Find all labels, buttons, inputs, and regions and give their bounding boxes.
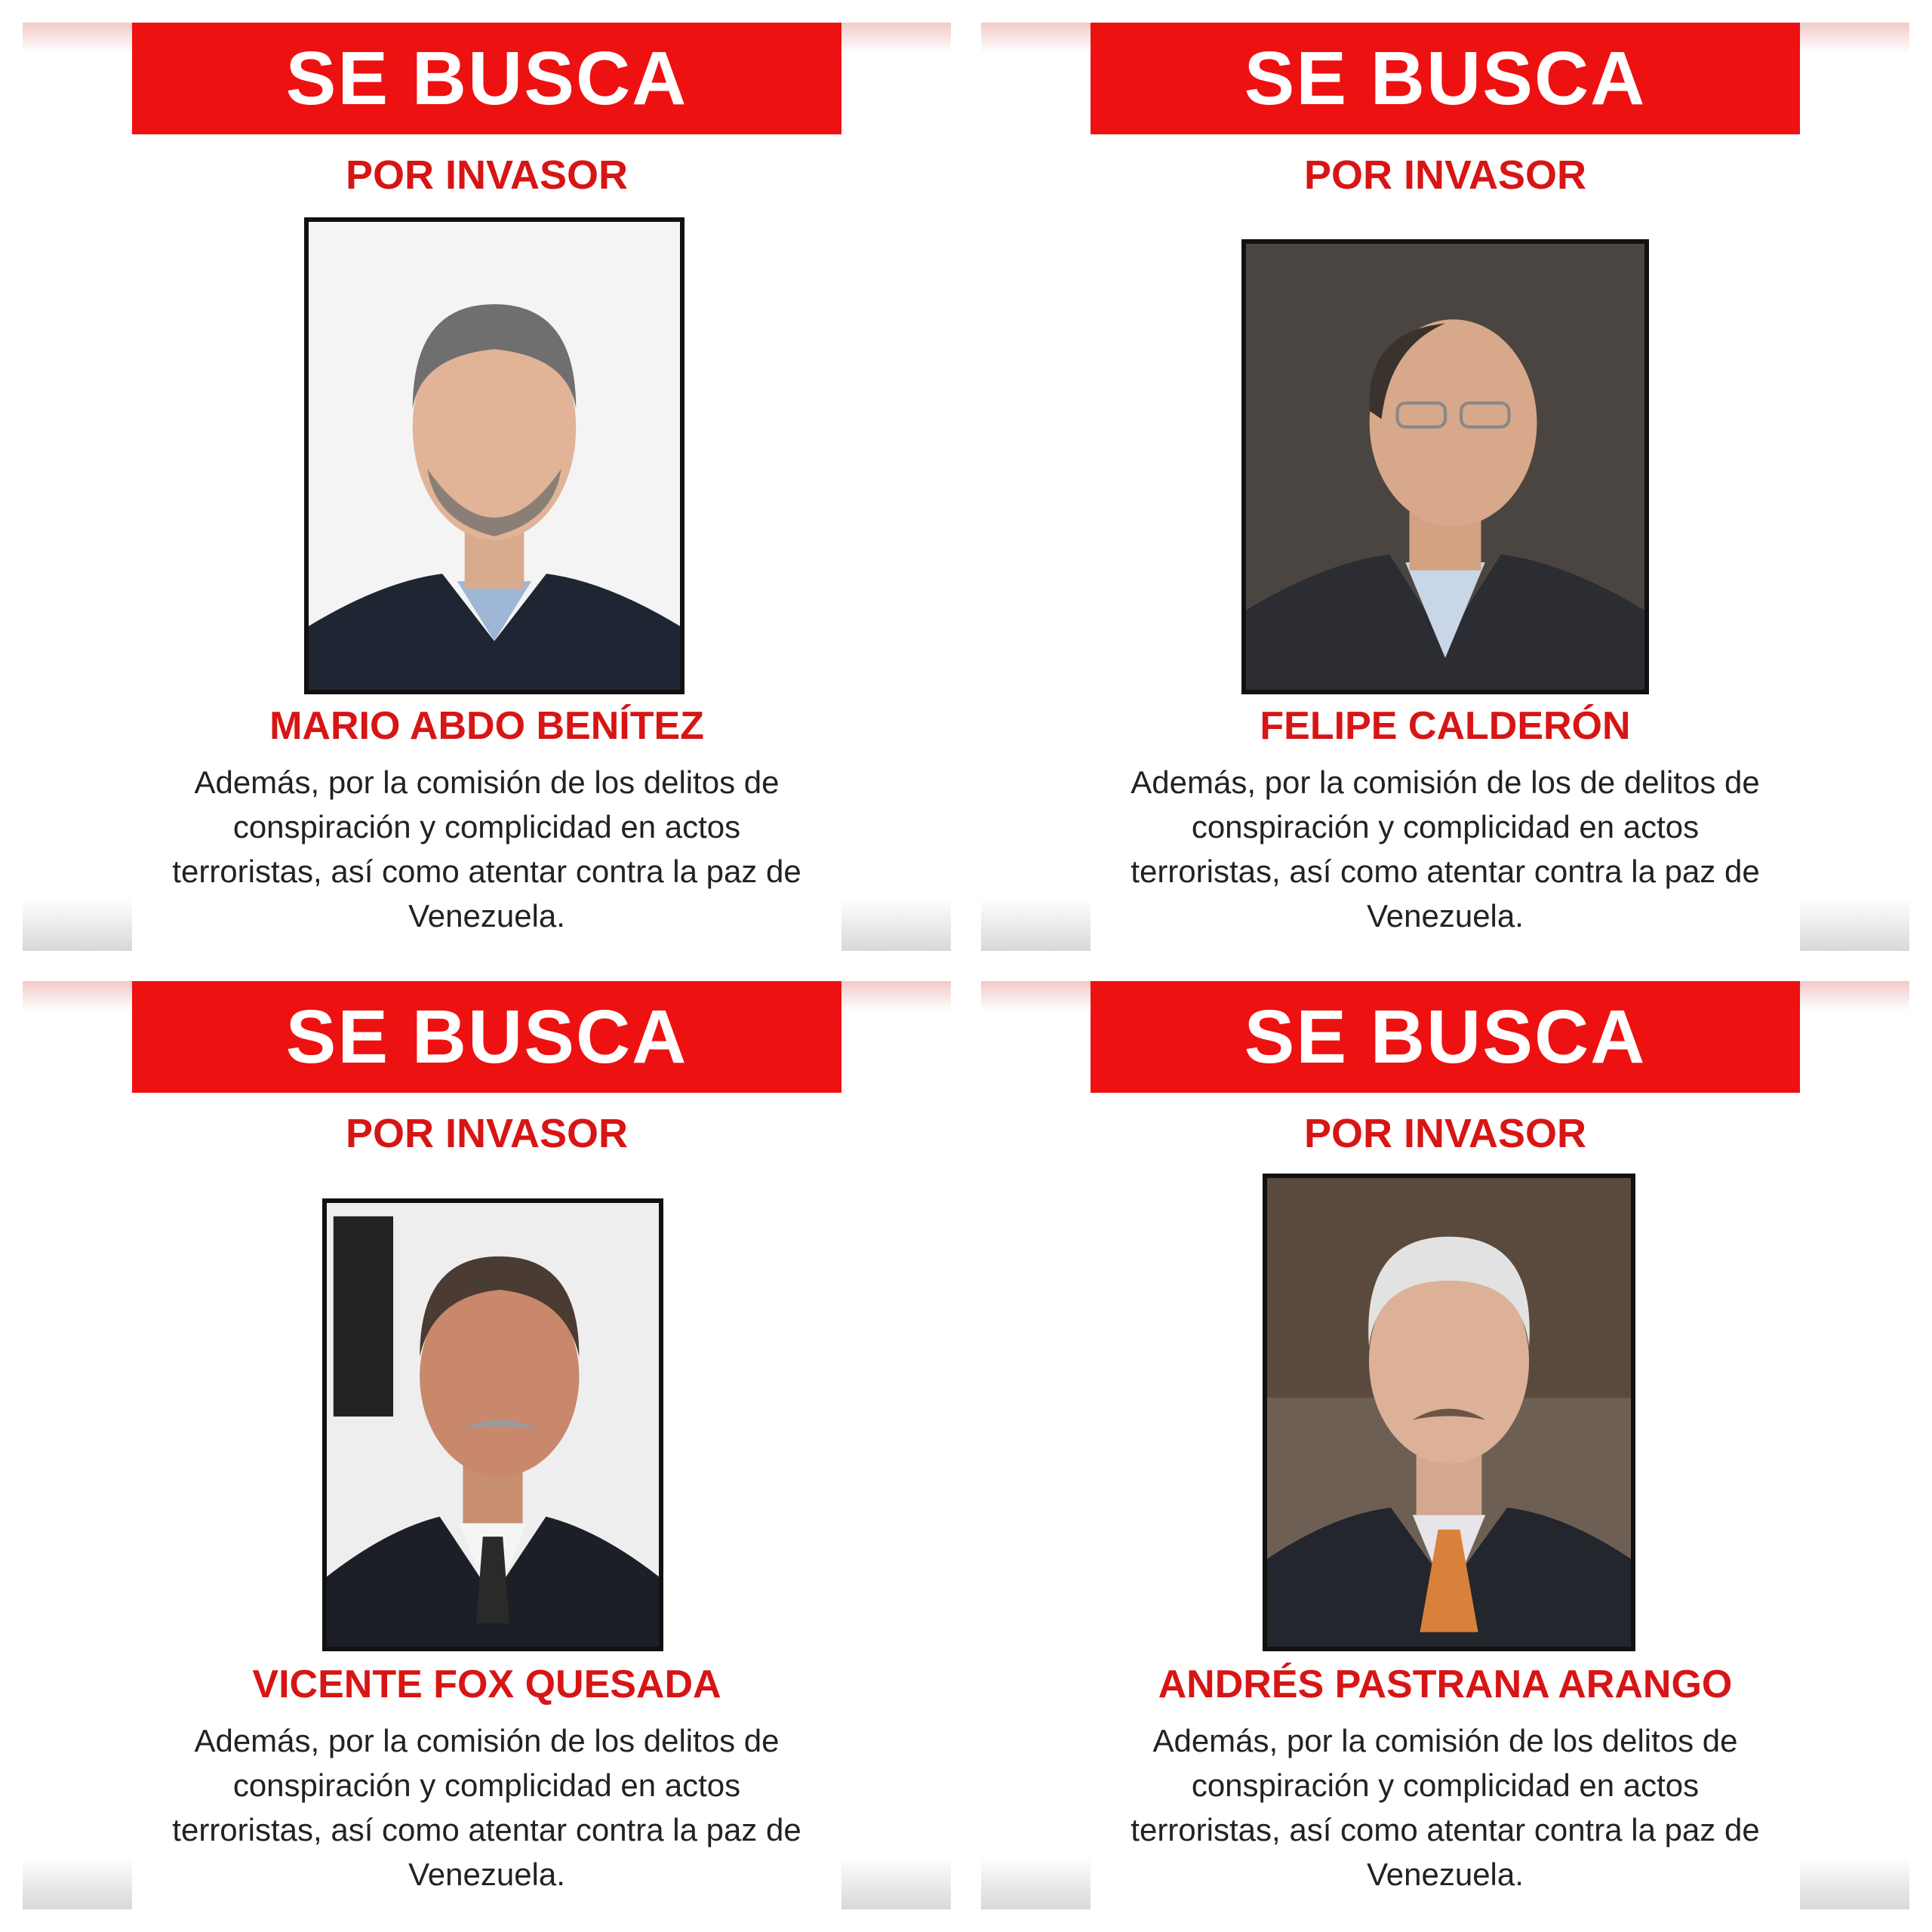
person-name: ANDRÉS PASTRANA ARANGO <box>1158 1663 1733 1706</box>
charge-description: Además, por la comisión de los de delitos de conspiración y complicidad en actos terroristas, así como atentar contra la paz de Venezuela. <box>1131 764 1760 934</box>
wanted-poster <box>981 23 1909 951</box>
person-name: MARIO ABDO BENÍTEZ <box>269 704 704 748</box>
wanted-poster <box>981 981 1909 1909</box>
portrait-photo <box>1241 239 1649 694</box>
wanted-poster <box>23 23 951 951</box>
poster-subtitle: POR INVASOR <box>345 152 629 198</box>
poster-card <box>132 981 841 1909</box>
banner-title: SE BUSCA <box>132 23 841 134</box>
portrait-placeholder <box>1246 244 1644 690</box>
portrait-placeholder <box>309 222 680 690</box>
charge-description: Además, por la comisión de los delitos de conspiración y complicidad en actos terroristas, así como atentar contra la paz de Venezuela. <box>172 764 801 934</box>
person-name: VICENTE FOX QUESADA <box>252 1663 721 1706</box>
portrait-photo <box>304 217 685 694</box>
wanted-poster <box>23 981 951 1909</box>
portrait-placeholder <box>1267 1178 1631 1647</box>
poster-subtitle: POR INVASOR <box>345 1111 629 1156</box>
person-name: FELIPE CALDERÓN <box>1260 704 1631 748</box>
banner-title: SE BUSCA <box>1091 23 1800 134</box>
portrait-placeholder <box>327 1203 659 1647</box>
poster-card <box>132 23 841 951</box>
portrait-photo <box>1263 1174 1635 1651</box>
poster-grid <box>23 23 1909 1909</box>
banner-title: SE BUSCA <box>1091 981 1800 1093</box>
banner-title: SE BUSCA <box>132 981 841 1093</box>
charge-description: Además, por la comisión de los delitos de conspiración y complicidad en actos terroristas, así como atentar contra la paz de Venezuela. <box>172 1723 801 1892</box>
poster-subtitle: POR INVASOR <box>1303 1111 1587 1156</box>
poster-subtitle: POR INVASOR <box>1303 152 1587 198</box>
poster-card <box>1091 23 1800 951</box>
charge-description: Además, por la comisión de los delitos de conspiración y complicidad en actos terroristas, así como atentar contra la paz de Venezuela. <box>1131 1723 1760 1892</box>
portrait-photo <box>322 1198 663 1651</box>
poster-card <box>1091 981 1800 1909</box>
